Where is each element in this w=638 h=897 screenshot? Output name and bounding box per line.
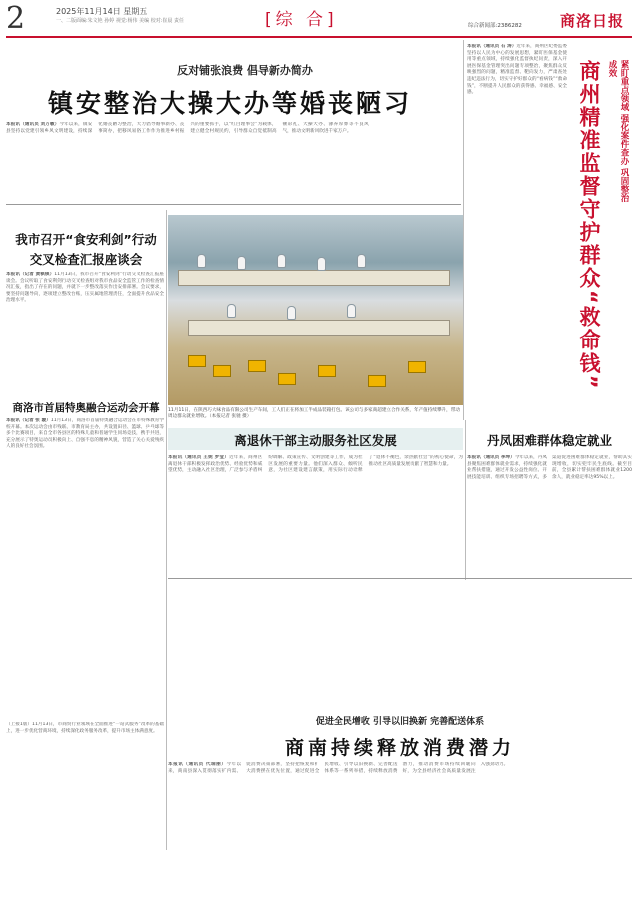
bottom-article-body	[168, 762, 632, 890]
text: 今年以来，丹凤县聚焦困难群体就业需求，持续强化就业帮扶措施，通过开发公益性岗位、开展技能培训、组织专场招聘等方式，多渠道促进困难群体稳定就业，帮助其实现增收，切实兜牢民生底线。截至目前，全县累计帮扶困难群体就业1200余人，就业稳定率达95%以上。	[467, 455, 632, 480]
divider	[6, 204, 461, 205]
special-olympics-body	[6, 418, 164, 718]
right-vertical-headline: 商州精准监督守护群众“救命钱”	[577, 60, 601, 391]
food-safety-title-a: 我市召开“食安利剑”行动	[15, 232, 157, 247]
photo-caption	[168, 408, 463, 421]
crate	[318, 365, 336, 377]
text: 11月13日，我市召开“食安利剑”行动交叉检查汇报座谈会。会议听取了食安利剑行动交叉检查组对我市食品安全监管工作的检查情况汇报，指出了存在的问题，并就下一步整改落实作出安排部署。会议要求，要坚持问题导向，逐项建立整改台账，压实属地管理责任，全面提升食品安全治理水平。	[6, 272, 164, 304]
column-divider	[465, 420, 466, 580]
bottom-headline: 商南持续释放消费潜力	[284, 737, 515, 759]
column-divider	[166, 210, 167, 850]
crate	[248, 360, 266, 372]
photo-credit: （本报记者 张驰 摄）	[209, 414, 252, 420]
text: 今年以来，商南县深入贯彻落实扩内需、促消费决策部署，坚持把恢复和扩大消费摆在优先位置，通过促进全民增收、引导以旧换新、完善配送体系等一系列举措，持续释放消费潜力，推动消费市场持续回暖向好，为全县经济社会高质量发展注入强劲动力。	[168, 762, 509, 774]
text: 11月13日，商洛市首届特奥融合运动会在市特殊教育学校开幕。本次运动会由市残联、市教育局主办，共设置田径、篮球、乒乓球等多个比赛项目，来自全市各县区的特殊儿童和普通学生同场竞技，携手共进，充分展示了特奥运动员积极向上、自强不息的精神风貌，营造了关心关爱残疾人的良好社会氛围。	[6, 418, 164, 450]
worker	[198, 255, 205, 267]
crate	[368, 375, 386, 387]
worker	[288, 307, 295, 319]
worker	[278, 255, 285, 267]
crate	[188, 355, 206, 367]
right-article-body	[467, 44, 567, 416]
caption-text: 11月11日，在陕西巧大味食品有限公司生产车间，工人们正在将加工半成品装箱打包。该公司与多家商超建立合作关系，年产值持续攀升，带动周边群众就业增收。	[168, 408, 460, 420]
text: 近年来，商州区纪委监委坚持以人民为中心的发展思想，紧盯医保基金使用等重点领域，持续强化监督执纪问责，深入开展医保基金管理突出问题专项整治，聚焦群众反映强烈的问题，精准监督、靶向发力，严肃查处违纪违法行为，切实守护好群众的“看病钱”“救命钱”，不断提升人民群众的获得感、幸福感、安全感。	[467, 44, 567, 96]
continued-article-body	[6, 722, 164, 842]
conveyor-belt	[188, 320, 450, 336]
special-olympics-title: 商洛市首届特奥融合运动会开幕	[12, 402, 160, 414]
top-article-body	[6, 122, 461, 200]
factory-photo	[168, 215, 463, 405]
byline: 本报讯（通讯员 代瑞丽）	[168, 762, 227, 767]
byline: 本报讯（记者 张 璇）	[6, 418, 51, 423]
column-divider	[463, 40, 464, 420]
danfeng-title: 丹凤困难群体稳定就业	[486, 433, 612, 448]
retirees-title: 离退休干部主动服务社区发展	[234, 433, 397, 448]
worker	[358, 255, 365, 267]
crate	[278, 373, 296, 385]
top-headline: 镇安整治大操大办等婚丧陋习	[47, 89, 412, 118]
top-kicker: 反对铺张浪费 倡导新办简办	[177, 64, 313, 77]
text: 近年来，商州区离退休干部积极发挥政治优势、经验优势和威望优势，主动融入社区治理，广泛参与矛盾纠纷调解、政策宣传、文明创建等工作，成为社区发展的重要力量。他们深入群众、倾听民意，为社区建设建言献策，用实际行动诠释了“退休不褪色，余热献社会”的初心使命，为推动社区高质量发展贡献了智慧和力量。	[168, 455, 463, 474]
right-vertical-kicker: 紧盯重点领域 强化案件查办 巩固整治成效	[607, 60, 629, 202]
page-number: 2	[6, 1, 26, 36]
issue-date: 2025年11月14日 星期五	[56, 7, 148, 16]
divider	[168, 578, 632, 579]
crate	[213, 365, 231, 377]
worker	[348, 305, 355, 317]
byline: 本报讯（记者 黄棋棋）	[6, 272, 55, 277]
worker	[238, 257, 245, 269]
crate	[408, 361, 426, 373]
bottom-kicker: 促进全民增收 引导以旧换新 完善配送体系	[315, 717, 485, 727]
food-safety-title-b: 交叉检查汇报座谈会	[29, 252, 143, 267]
byline: 本报讯（通讯员 石 涛）	[467, 44, 517, 49]
editor-line: 一、二版面编:朱文艳 孙婷 视觉:杨伟 美编 校对:崔晨 责任	[56, 18, 185, 24]
newspaper-logo: 商洛日报	[560, 12, 625, 30]
food-safety-body	[6, 272, 164, 382]
conveyor-belt	[178, 270, 450, 286]
byline: 本报讯（通讯员 王妮 罗莹）	[168, 455, 230, 460]
worker	[318, 258, 325, 270]
section-label: [综 合]	[265, 10, 338, 30]
worker	[228, 305, 235, 317]
retirees-body	[168, 455, 463, 575]
header-rule	[6, 36, 632, 38]
department-phone: 综合新闻部:2386282	[468, 23, 522, 29]
byline: 本报讯（通讯员 李坤）	[467, 455, 515, 460]
text: 今年以来，镇安县坚持以党建引领乡风文明建设，持续深化婚丧陋习整治，大力倡导婚事新办、丧事简办，把移风易俗工作作为推进乡村振兴的重要抓手，以“红白理事会”为载体，建立健全村规民约，引导群众自觉抵制高额彩礼、大操大办、薄养厚葬等不良风气，推动文明新风吹进千家万户。	[6, 122, 369, 134]
danfeng-body	[467, 455, 632, 575]
byline: 本报讯（通讯员 刘万敏）	[6, 122, 60, 127]
text: （上接1版）11月13日，市商贸行业领域在全面推进“一站式服务”改革的基础上，进一步优化营商环境，持续深化政务服务改革，提升市场主体满意度。	[6, 722, 164, 734]
